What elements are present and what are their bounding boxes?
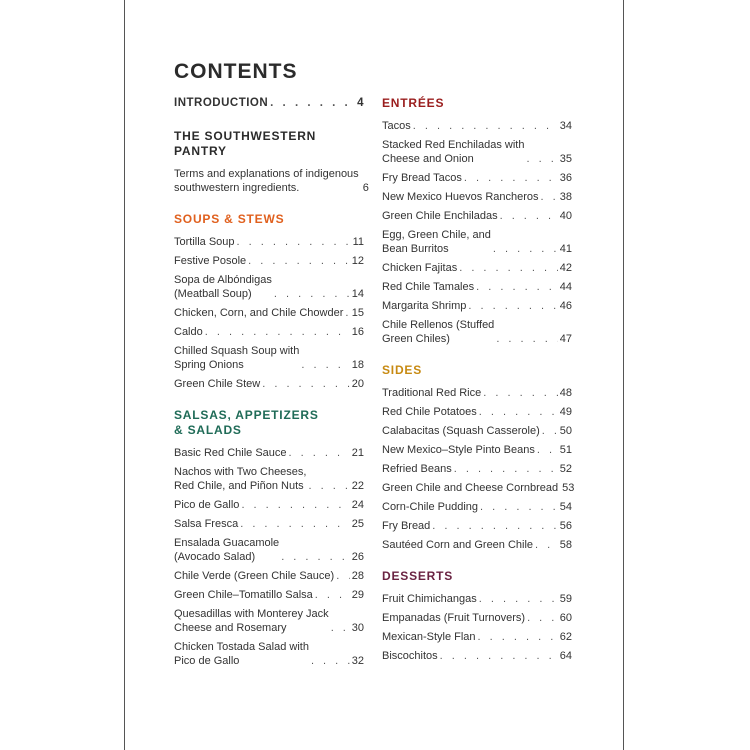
- entry-page: 16: [351, 326, 364, 338]
- entry-page: 50: [559, 425, 572, 437]
- toc-entry[interactable]: [382, 592, 572, 606]
- entry-label: Biscochitos: [382, 650, 438, 662]
- entry-page: 42: [559, 262, 572, 274]
- entry-label: Nachos with Two Cheeses, Red Chile, and Piñon Nuts: [174, 466, 307, 492]
- entry-label: Basic Red Chile Sauce: [174, 447, 287, 459]
- leader-dots: [535, 538, 558, 552]
- leader-dots: [331, 621, 350, 635]
- leader-dots: [336, 569, 350, 583]
- toc-entry[interactable]: [382, 190, 572, 204]
- section-heading: SIDES: [382, 363, 423, 377]
- entry-label: Caldo: [174, 326, 203, 338]
- toc-entry[interactable]: [382, 261, 572, 275]
- leader-dots: [479, 592, 558, 606]
- entry-page: 36: [559, 172, 572, 184]
- section-desserts: [382, 569, 572, 663]
- contents-column-right: [382, 96, 575, 668]
- entry-label: Stacked Red Enchiladas with Cheese and Onion: [382, 139, 525, 165]
- leader-dots: [281, 550, 350, 564]
- leader-dots: [526, 152, 557, 166]
- entry-label: Red Chile Potatoes: [382, 406, 477, 418]
- entry-label: Chile Verde (Green Chile Sauce): [174, 570, 335, 582]
- toc-entry[interactable]: [174, 569, 364, 583]
- entry-page: 47: [559, 333, 572, 345]
- section-heading: ENTRÉES: [382, 96, 445, 110]
- entry-label: Egg, Green Chile, and Bean Burritos: [382, 229, 491, 255]
- entry-label: Green Chile Stew: [174, 378, 261, 390]
- entry-page: 30: [351, 622, 364, 634]
- entry-page: 52: [559, 463, 572, 475]
- leader-dots: [308, 479, 349, 493]
- toc-entry[interactable]: [382, 280, 572, 294]
- toc-entry[interactable]: [382, 424, 572, 438]
- leader-dots: [478, 630, 558, 644]
- entry-label: Quesadillas with Monterey Jack Cheese and Rosemary: [174, 608, 329, 634]
- toc-entry[interactable]: [382, 119, 572, 133]
- entry-page: 29: [351, 589, 364, 601]
- entry-page: 56: [559, 520, 572, 532]
- entry-page: 24: [351, 499, 364, 511]
- leader-dots: [527, 611, 558, 625]
- entry-label: Sopa de Albóndigas (Meatball Soup): [174, 274, 272, 300]
- section-items: [174, 235, 364, 391]
- entry-label: Fry Bread: [382, 520, 431, 532]
- toc-entry[interactable]: [174, 446, 364, 460]
- section-items: [382, 119, 572, 346]
- page-title: CONTENTS: [174, 60, 298, 83]
- toc-entry[interactable]: [382, 228, 572, 256]
- leader-dots: [542, 424, 558, 438]
- section-heading: DESSERTS: [382, 569, 454, 583]
- section-entrees: [382, 96, 572, 346]
- entry-page: 12: [351, 255, 364, 267]
- entry-page: 64: [559, 650, 572, 662]
- intro-entry[interactable]: [174, 96, 364, 110]
- entry-label: Calabacitas (Squash Casserole): [382, 425, 540, 437]
- entry-page: 48: [559, 387, 572, 399]
- toc-entry[interactable]: [382, 443, 572, 457]
- leader-dots: [248, 254, 350, 268]
- entry-label: Chilled Squash Soup with Spring Onions: [174, 345, 300, 371]
- entry-page: 28: [351, 570, 364, 582]
- leader-dots: [459, 261, 558, 275]
- toc-entry[interactable]: [382, 500, 572, 514]
- entry-page: 41: [559, 243, 572, 255]
- entry-page: 35: [559, 153, 572, 165]
- section-soups: [174, 212, 364, 391]
- toc-entry[interactable]: [382, 462, 572, 476]
- leader-dots: [483, 386, 558, 400]
- section-heading: SALSAS, APPETIZERS & SALADS: [174, 408, 319, 437]
- entry-page: 40: [559, 210, 572, 222]
- toc-entry[interactable]: [174, 517, 364, 531]
- entry-page: 21: [351, 447, 364, 459]
- toc-entry[interactable]: [382, 405, 572, 419]
- entry-label: Sautéed Corn and Green Chile: [382, 539, 534, 551]
- leader-dots: [480, 500, 558, 514]
- entry-page: 53: [562, 482, 575, 494]
- entry-label: Traditional Red Rice: [382, 387, 482, 399]
- leader-dots: [301, 358, 349, 372]
- section-salsas: [174, 408, 364, 668]
- entry-label: Salsa Fresca: [174, 518, 239, 530]
- entry-label: Chicken Tostada Salad with Pico de Gallo: [174, 641, 309, 667]
- entry-page: 25: [351, 518, 364, 530]
- entry-label: Green Chile Enchiladas: [382, 210, 498, 222]
- entry-label: Tortilla Soup: [174, 236, 235, 248]
- section-heading: SOUPS & STEWS: [174, 212, 285, 226]
- section-items: [174, 446, 364, 668]
- leader-dots: [205, 325, 350, 339]
- entry-page: 51: [559, 444, 572, 456]
- leader-dots: [345, 306, 349, 320]
- entry-page: 54: [559, 501, 572, 513]
- leader-dots: [500, 209, 558, 223]
- toc-entry[interactable]: [174, 498, 364, 512]
- toc-entry[interactable]: [174, 254, 364, 268]
- entry-page: 46: [559, 300, 572, 312]
- entry-label: Chicken, Corn, and Chile Chowder: [174, 307, 344, 319]
- toc-entry[interactable]: [174, 607, 364, 635]
- entry-page: 14: [351, 288, 364, 300]
- entry-page: 6: [362, 182, 369, 194]
- leader-dots: [270, 96, 355, 110]
- leader-dots: [274, 287, 350, 301]
- entry-page: 62: [559, 631, 572, 643]
- entry-page: 49: [559, 406, 572, 418]
- contents-column-left: [174, 96, 369, 673]
- entry-label: Chicken Fajitas: [382, 262, 458, 274]
- leader-dots: [241, 498, 349, 512]
- section-items: [382, 386, 575, 552]
- leader-dots: [262, 377, 350, 391]
- toc-entry[interactable]: [174, 325, 364, 339]
- entry-label: New Mexico–Style Pinto Beans: [382, 444, 535, 456]
- entry-page: 11: [352, 236, 364, 248]
- toc-entry[interactable]: [174, 235, 364, 249]
- leader-dots: [454, 462, 558, 476]
- toc-entry[interactable]: [382, 611, 572, 625]
- entry-page: 22: [351, 480, 364, 492]
- leader-dots: [440, 649, 558, 663]
- entry-label: Terms and explanations of indigenous southwestern ingredients.: [174, 168, 359, 194]
- entry-label: Corn-Chile Pudding: [382, 501, 478, 513]
- entry-label: New Mexico Huevos Rancheros: [382, 191, 539, 203]
- entry-page: 32: [351, 655, 364, 667]
- toc-entry[interactable]: [382, 649, 572, 663]
- toc-entry[interactable]: [382, 538, 572, 552]
- leader-dots: [479, 405, 558, 419]
- entry-label: Ensalada Guacamole (Avocado Salad): [174, 537, 280, 563]
- entry-label: Chile Rellenos (Stuffed Green Chiles): [382, 319, 495, 345]
- entry-page: 20: [351, 378, 364, 390]
- leader-dots: [464, 171, 558, 185]
- leader-dots: [240, 517, 350, 531]
- leader-dots: [237, 235, 351, 249]
- entry-label: Green Chile–Tomatillo Salsa: [174, 589, 313, 601]
- entry-label: Refried Beans: [382, 463, 452, 475]
- leader-dots: [468, 299, 557, 313]
- entry-page: 44: [559, 281, 572, 293]
- entry-page: 60: [559, 612, 572, 624]
- entry-page: 4: [357, 97, 364, 109]
- leader-dots: [537, 443, 558, 457]
- entry-label: Fry Bread Tacos: [382, 172, 462, 184]
- toc-entry[interactable]: [382, 138, 572, 166]
- toc-entry[interactable]: [174, 273, 364, 301]
- entry-page: 34: [559, 120, 572, 132]
- leader-dots: [541, 190, 558, 204]
- entry-label: INTRODUCTION: [174, 97, 269, 109]
- toc-entry[interactable]: [382, 481, 575, 495]
- leader-dots: [311, 654, 350, 668]
- leader-dots: [476, 280, 558, 294]
- toc-entry[interactable]: [174, 640, 364, 668]
- entry-label: Red Chile Tamales: [382, 281, 475, 293]
- section-sides: [382, 363, 575, 552]
- entry-page: 15: [351, 307, 364, 319]
- entry-page: 18: [351, 359, 364, 371]
- leader-dots: [432, 519, 557, 533]
- toc-entry[interactable]: [382, 299, 572, 313]
- leader-dots: [289, 446, 350, 460]
- toc-entry[interactable]: [382, 519, 572, 533]
- entry-label: Mexican-Style Flan: [382, 631, 476, 643]
- leader-dots: [413, 119, 558, 133]
- toc-entry[interactable]: [174, 306, 364, 320]
- toc-entry[interactable]: [174, 344, 364, 372]
- entry-label: Empanadas (Fruit Turnovers): [382, 612, 526, 624]
- toc-entry[interactable]: [382, 386, 572, 400]
- leader-dots: [493, 242, 558, 256]
- toc-entry[interactable]: [382, 630, 572, 644]
- toc-entry[interactable]: [174, 465, 364, 493]
- toc-entry[interactable]: [174, 377, 364, 391]
- entry-label: Green Chile and Cheese Cornbread: [382, 482, 559, 494]
- entry-label: Pico de Gallo: [174, 499, 240, 511]
- entry-label: Fruit Chimichangas: [382, 593, 477, 605]
- entry-page: 26: [351, 551, 364, 563]
- entry-label: Tacos: [382, 120, 411, 132]
- entry-page: 38: [559, 191, 572, 203]
- leader-dots: [315, 588, 350, 602]
- toc-entry[interactable]: [382, 209, 572, 223]
- entry-page: 58: [559, 539, 572, 551]
- section-items: [382, 592, 572, 663]
- pantry-entry[interactable]: [174, 167, 369, 195]
- toc-entry[interactable]: [382, 318, 572, 346]
- toc-entry[interactable]: [382, 171, 572, 185]
- leader-dots: [496, 332, 557, 346]
- entry-label: Margarita Shrimp: [382, 300, 467, 312]
- pantry-heading: THE SOUTHWESTERN PANTRY: [174, 129, 317, 158]
- toc-entry[interactable]: [174, 588, 364, 602]
- toc-entry[interactable]: [174, 536, 364, 564]
- entry-page: 59: [559, 593, 572, 605]
- entry-label: Festive Posole: [174, 255, 247, 267]
